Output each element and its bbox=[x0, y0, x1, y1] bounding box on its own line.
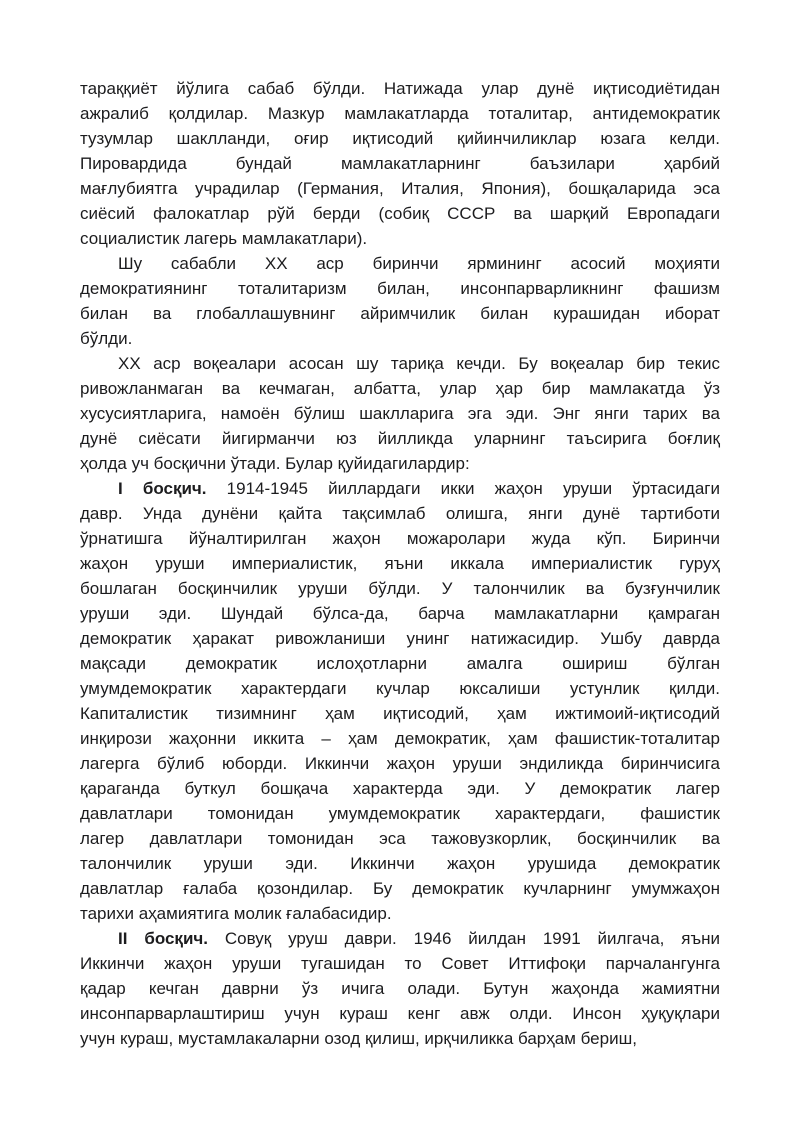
text-line: лагер давлатлари томонидан эса тажовузкорлик, босқинчилик ва bbox=[80, 829, 720, 848]
text-line: ажралиб қолдилар. Мазкур мамлакатларда тоталитар, антидемократик bbox=[80, 104, 720, 123]
text-line: жаҳон уруши империалистик, яъни иккала империалистик гуруҳ bbox=[80, 554, 720, 573]
text-line: ҳолда уч босқични ўтади. Булар қуйидагилардир: bbox=[80, 454, 470, 473]
text-line: тарихи аҳамиятига молик ғалабасидир. bbox=[80, 904, 392, 923]
text-line: ривожланмаган ва кечмаган, албатта, улар ҳар бир мамлакатда ўз bbox=[80, 379, 720, 398]
text-line: тузумлар шаклланди, оғир иқтисодий қийинчиликлар юзага келди. bbox=[80, 129, 720, 148]
text-line: дунё сиёсати йигирманчи юз йилликда уларнинг таъсирига боғлиқ bbox=[80, 429, 720, 448]
text-line: Иккинчи жаҳон уруши тугашидан то Совет Иттифоқи парчалангунга bbox=[80, 954, 720, 973]
text-line: давр. Унда дунёни қайта тақсимлаб олишга, янги дунё тартиботи bbox=[80, 504, 720, 523]
text-line: инқирози жаҳонни иккита – ҳам демократик, ҳам фашистик-тоталитар bbox=[80, 729, 720, 748]
text-line: қараганда буткул бошқача характерда эди. У демократик лагер bbox=[80, 779, 720, 798]
text-line: социалистик лагерь мамлакатлари). bbox=[80, 229, 368, 248]
text-line: XX аср воқеалари асосан шу тариқа кечди. Бу воқеалар бир текис bbox=[118, 354, 720, 373]
text-line: II босқич. Совуқ уруш даври. 1946 йилдан 1991 йилгача, яъни bbox=[118, 929, 720, 948]
text-line: Шу сабабли XX аср биринчи ярмининг асосий моҳияти bbox=[118, 254, 720, 273]
text-line: қадар кечган даврни ўз ичига олади. Бутун жаҳонда жамиятни bbox=[80, 979, 720, 998]
text-line: умумдемократик характердаги кучлар юксалиши устунлик қилди. bbox=[80, 679, 720, 698]
text-line: уруши эди. Шундай бўлса-да, барча мамлакатларни қамраган bbox=[80, 604, 720, 623]
text-line: Капиталистик тизимнинг ҳам иқтисодий, ҳам ижтимоий-иқтисодий bbox=[80, 704, 720, 723]
text-line: ўрнатишга йўналтирилган жаҳон можаролари жуда кўп. Биринчи bbox=[80, 529, 720, 548]
text-line: мағлубиятга учрадилар (Германия, Италия, Япония), бошқаларида эса bbox=[80, 179, 720, 198]
text-line: I босқич. 1914-1945 йиллардаги икки жаҳон уруши ўртасидаги bbox=[118, 479, 720, 498]
text-line: Пировардида бундай мамлакатларнинг баъзилари ҳарбий bbox=[80, 154, 720, 173]
stage-heading-bold: I босқич. bbox=[118, 479, 207, 498]
text-line: бошлаган босқинчилик уруши бўлди. У талончилик ва бузғунчилик bbox=[80, 579, 720, 598]
text-line: бўлди. bbox=[80, 329, 133, 348]
stage-heading-bold: II босқич. bbox=[118, 929, 208, 948]
text-line: инсонпарварлаштириш учун кураш кенг авж олди. Инсон ҳуқуқлари bbox=[80, 1004, 720, 1023]
document-body bbox=[80, 76, 720, 1051]
text-line: сиёсий фалокатлар рўй берди (собиқ СССР ва шарқий Европадаги bbox=[80, 204, 720, 223]
text-line: учун кураш, мустамлакаларни озод қилиш, ирқчиликка барҳам бериш, bbox=[80, 1029, 637, 1048]
text-line: талончилик уруши эди. Иккинчи жаҳон урушида демократик bbox=[80, 854, 720, 873]
text-line: хусусиятларига, намоён бўлиш шаклларига эга эди. Энг янги тарих ва bbox=[80, 404, 720, 423]
text-line: давлатлари томонидан умумдемократик характердаги, фашистик bbox=[80, 804, 720, 823]
text-line: давлатлар ғалаба қозондилар. Бу демократик кучларнинг умумжаҳон bbox=[80, 879, 720, 898]
text-line: тараққиёт йўлига сабаб бўлди. Натижада улар дунё иқтисодиётидан bbox=[80, 79, 720, 98]
text-line: демократиянинг тоталитаризм билан, инсонпарварликнинг фашизм bbox=[80, 279, 720, 298]
text-line: мақсади демократик ислоҳотларни амалга ошириш бўлган bbox=[80, 654, 720, 673]
text-line: билан ва глобаллашувнинг айримчилик билан курашидан иборат bbox=[80, 304, 720, 323]
text-line: лагерга бўлиб юборди. Иккинчи жаҳон уруши эндиликда биринчисига bbox=[80, 754, 720, 773]
text-line: демократик ҳаракат ривожланиши унинг натижасидир. Ушбу даврда bbox=[80, 629, 720, 648]
